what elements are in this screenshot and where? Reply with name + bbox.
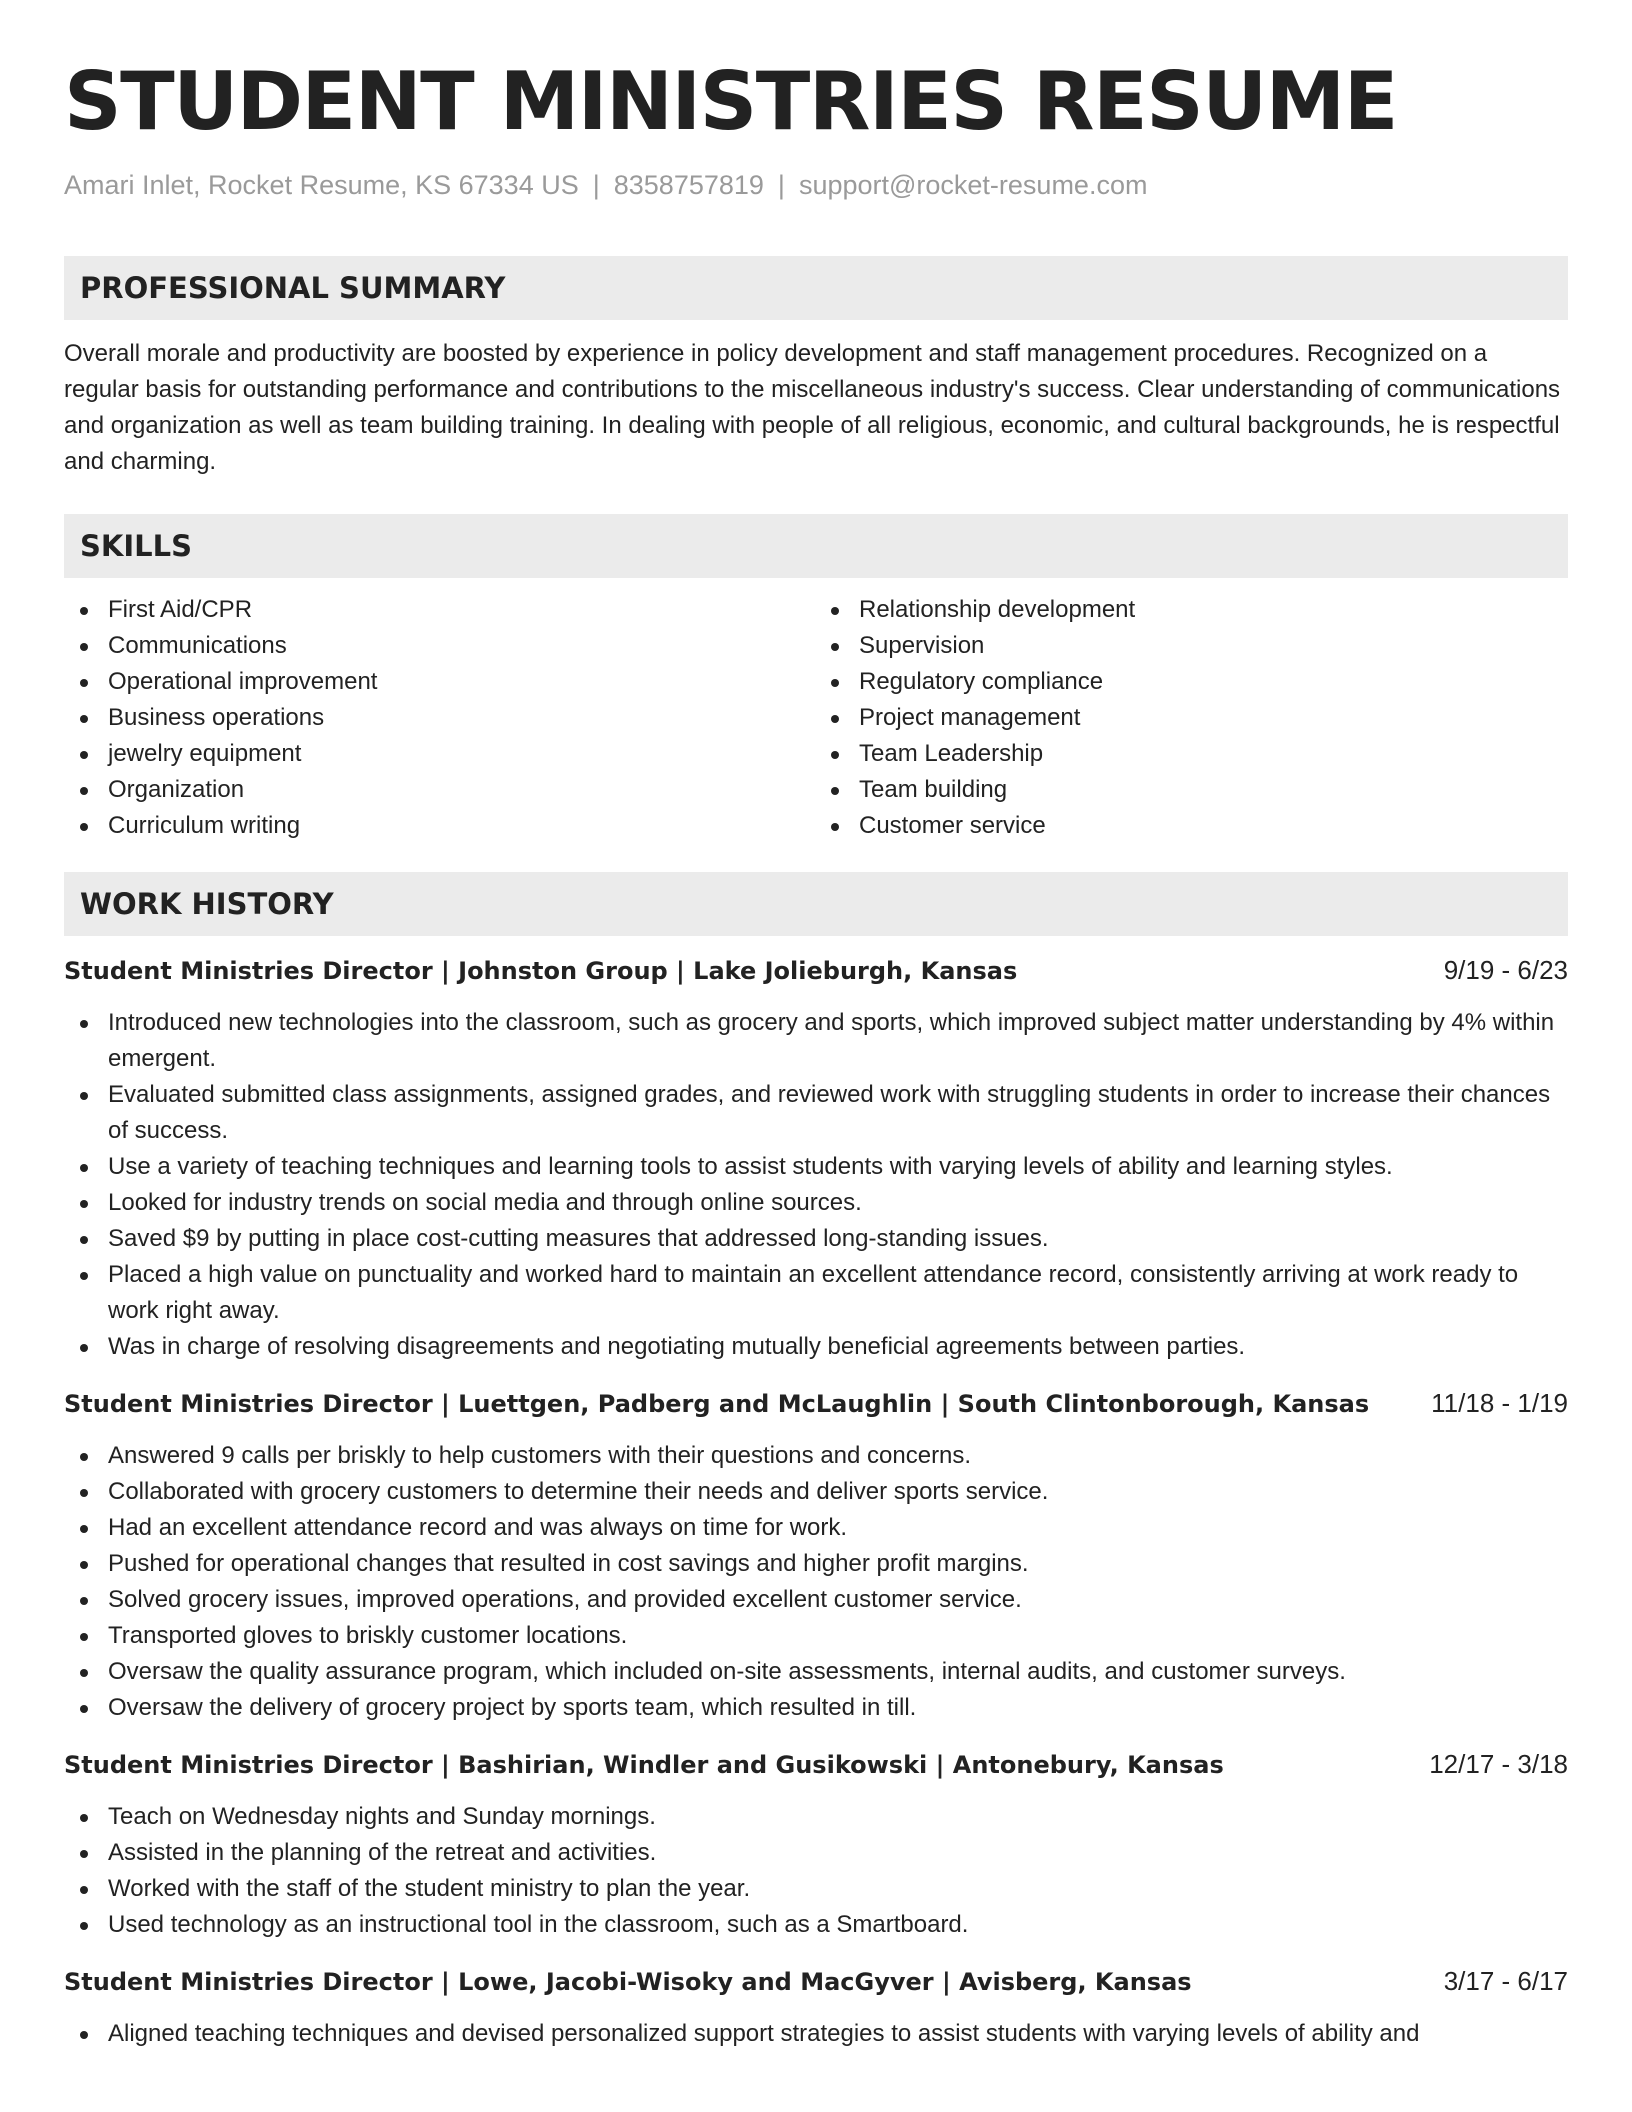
job-bullet: Worked with the staff of the student ministry to plan the year. [64, 1871, 1568, 1907]
job-entry [64, 1385, 1568, 1726]
contact-email: support@rocket-resume.com [798, 170, 1148, 200]
skills-column-left [64, 592, 816, 844]
job-dates: 9/19 - 6/23 [1443, 955, 1568, 985]
job-bullet: Collaborated with grocery customers to determine their needs and deliver sports service. [64, 1474, 1568, 1510]
contact-line [64, 168, 1568, 202]
job-bullet: Answered 9 calls per briskly to help customers with their questions and concerns. [64, 1438, 1568, 1474]
job-bullet: Used technology as an instructional tool in the classroom, such as a Smartboard. [64, 1907, 1568, 1943]
job-bullet: Oversaw the quality assurance program, which included on-site assessments, internal audits, and customer surveys. [64, 1654, 1568, 1690]
skills-list [64, 592, 1568, 844]
skill-item: Team building [816, 772, 1568, 808]
job-header [64, 1963, 1568, 2000]
resume-title: STUDENT MINISTRIES RESUME [64, 55, 1397, 148]
job-header [64, 1746, 1568, 1783]
contact-phone: 8358757819 [613, 170, 764, 200]
job-bullet: Assisted in the planning of the retreat and activities. [64, 1835, 1568, 1871]
job-title: Student Ministries Director | Lowe, Jacobi-Wisoky and MacGyver | Avisberg, Kansas [64, 1968, 1192, 1996]
job-dates: 3/17 - 6/17 [1443, 1966, 1568, 1996]
job-dates: 11/18 - 1/19 [1431, 1388, 1568, 1418]
job-bullet: Evaluated submitted class assignments, assigned grades, and reviewed work with struggling students in order to increase their chances of success. [64, 1077, 1568, 1149]
job-bullet: Aligned teaching techniques and devised personalized support strategies to assist students with varying levels of ability and [64, 2016, 1568, 2052]
skill-item: Project management [816, 700, 1568, 736]
job-bullet: Transported gloves to briskly customer locations. [64, 1618, 1568, 1654]
job-bullet: Oversaw the delivery of grocery project by sports team, which resulted in till. [64, 1690, 1568, 1726]
summary-text: Overall morale and productivity are boosted by experience in policy development and staff management procedures. Recognized on a regular basis for outstanding performance and contributions to the miscellaneous industry's success. Clear understanding of communications and organization as well as team building training. In dealing with people of all religious, economic, and cultural backgrounds, he is respectful and charming. [64, 340, 1561, 475]
contact-separator: | [592, 170, 600, 200]
job-bullets [64, 1005, 1568, 1365]
section-header-summary: PROFESSIONAL SUMMARY [64, 256, 1568, 320]
job-bullet: Solved grocery issues, improved operations, and provided excellent customer service. [64, 1582, 1568, 1618]
skill-item: Customer service [816, 808, 1568, 844]
job-entry [64, 952, 1568, 1365]
contact-address: Amari Inlet, Rocket Resume, KS 67334 US [64, 170, 579, 200]
skill-item: Supervision [816, 628, 1568, 664]
job-title: Student Ministries Director | Bashirian, Windler and Gusikowski | Antonebury, Kansas [64, 1751, 1224, 1779]
job-entry [64, 1746, 1568, 1943]
skill-item: Organization [64, 772, 816, 808]
skill-item: Relationship development [816, 592, 1568, 628]
skill-item: Operational improvement [64, 664, 816, 700]
job-header [64, 952, 1568, 989]
job-header [64, 1385, 1568, 1422]
job-entry [64, 1963, 1568, 2052]
job-bullet: Teach on Wednesday nights and Sunday mornings. [64, 1799, 1568, 1835]
skills-column-right [816, 592, 1568, 844]
job-bullet: Saved $9 by putting in place cost-cutting measures that addressed long-standing issues. [64, 1221, 1568, 1257]
job-bullet: Introduced new technologies into the classroom, such as grocery and sports, which improved subject matter understanding by 4% within emergent. [64, 1005, 1568, 1077]
job-bullets [64, 1438, 1568, 1726]
section-header-skills: SKILLS [64, 514, 1568, 578]
job-title: Student Ministries Director | Luettgen, Padberg and McLaughlin | South Clintonborough, Kansas [64, 1390, 1370, 1418]
skill-item: Regulatory compliance [816, 664, 1568, 700]
skill-item: Business operations [64, 700, 816, 736]
skill-item: First Aid/CPR [64, 592, 816, 628]
job-title: Student Ministries Director | Johnston Group | Lake Jolieburgh, Kansas [64, 957, 1018, 985]
section-header-work-history: WORK HISTORY [64, 872, 1568, 936]
job-dates: 12/17 - 3/18 [1429, 1749, 1568, 1779]
skill-item: jewelry equipment [64, 736, 816, 772]
job-bullet: Placed a high value on punctuality and worked hard to maintain an excellent attendance record, consistently arriving at work ready to work right away. [64, 1257, 1568, 1329]
skill-item: Team Leadership [816, 736, 1568, 772]
contact-separator: | [777, 170, 785, 200]
job-bullet: Pushed for operational changes that resulted in cost savings and higher profit margins. [64, 1546, 1568, 1582]
job-bullet: Looked for industry trends on social media and through online sources. [64, 1185, 1568, 1221]
skill-item: Communications [64, 628, 816, 664]
job-bullet: Was in charge of resolving disagreements and negotiating mutually beneficial agreements between parties. [64, 1329, 1568, 1365]
skill-item: Curriculum writing [64, 808, 816, 844]
job-bullet: Use a variety of teaching techniques and learning tools to assist students with varying levels of ability and learning styles. [64, 1149, 1568, 1185]
job-bullets [64, 2016, 1568, 2052]
job-bullets [64, 1799, 1568, 1943]
job-bullet: Had an excellent attendance record and was always on time for work. [64, 1510, 1568, 1546]
